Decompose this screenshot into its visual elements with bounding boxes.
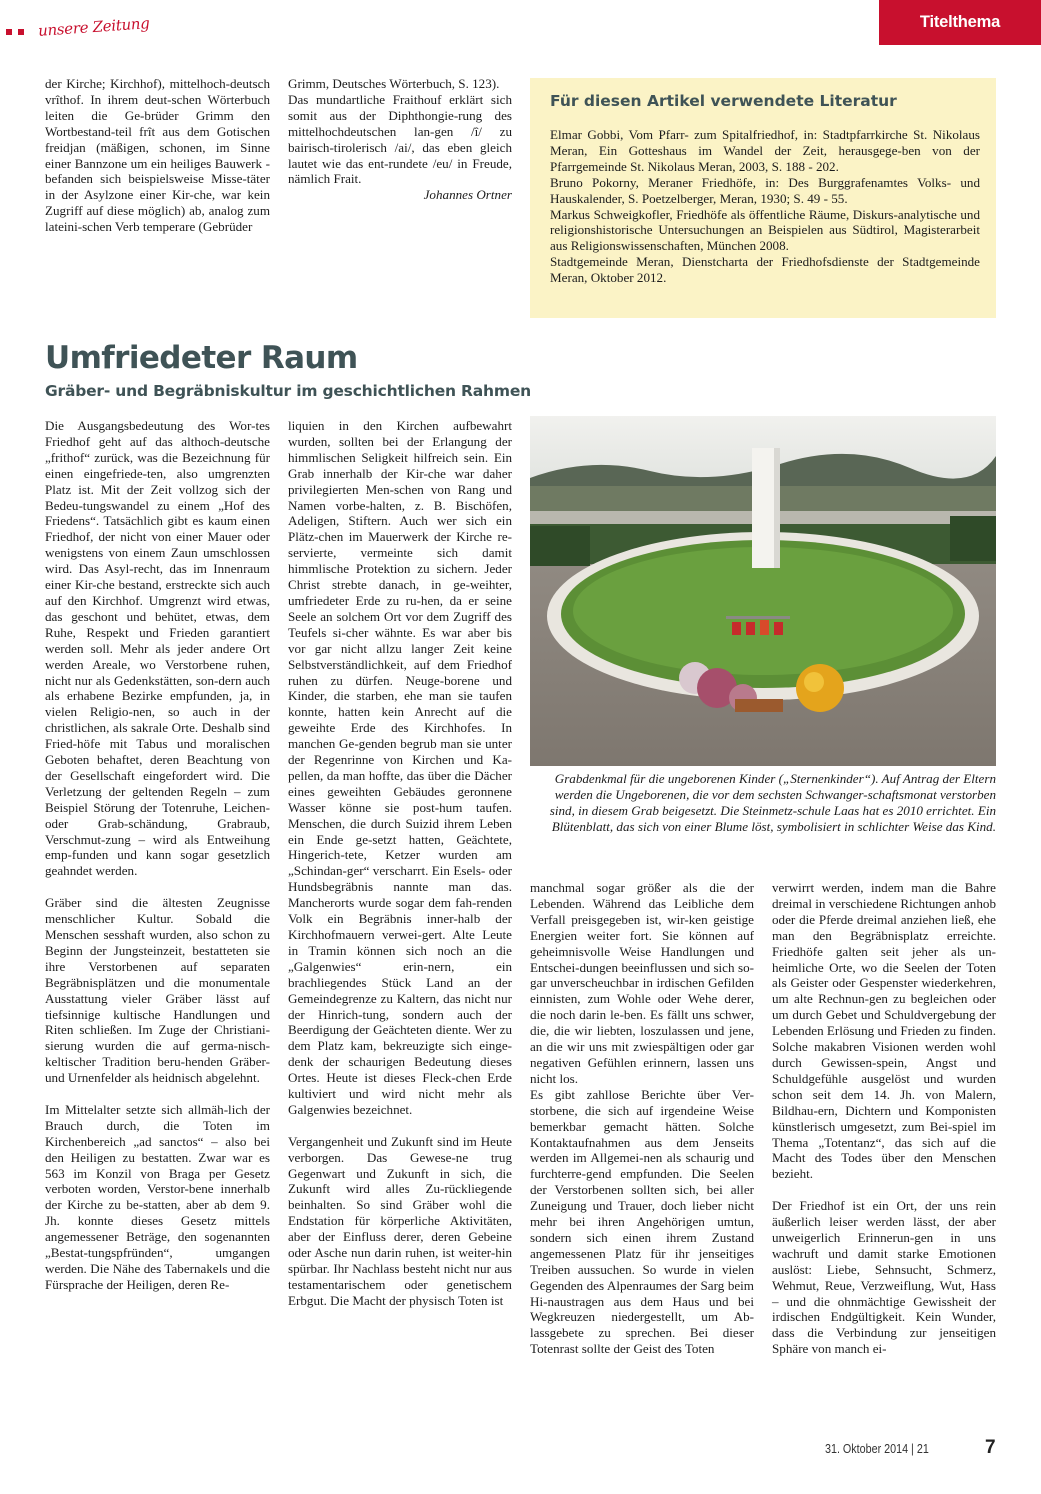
paragraph: Die Ausgangsbedeutung des Wor-tes Friedhof geht auf das althoch-deutsche „frithof“ zurück, was die Bezeichnung für einen eingefriede-ten, also umgrenzten Platz ist. Mit der Zeit vollzog sich der Bedeu-tungswandel zu einem „Hof des Friedens“. Tatsächlich gibt es kaum einen Friedhof, der nicht von einer Mauer oder wenigstens von einem Zaun umschlossen wird. Das Asyl-recht, das im Innenraum einer Kir-che bestand, erstreckte sich auch auf den Kirchhof. Umgrenzt wird etwas, das geschont und behütet, etwas, dem Ruhe, Respekt und Frieden garantiert werden soll. Mehr als jeder andere Ort werden Areale, wo Verstorbene ruhen, nicht nur als Gedenkstätten, son-dern auch als erhabene Bezirke empfunden, ja, in vielen Religio-nen, so auch in der christlichen, als sakrale Orte. Deshalb sind Fried-höfe mit Tabus und moralischen Geboten behaftet, deren Beachtung von der Gesellschaft eingefordert wird. Die Verletzung der geltenden Regeln – zum Beispiel Störung der Totenruhe, Leichen- oder Grab-schändung, Grabraub, Verschmut-zung – wird als Entweihung emp-funden und kann sogar gesetzlich geahndet werden. [45, 418, 270, 879]
paragraph: der Kirche; Kirchhof), mittelhoch-deutsch vrîthof. In ihrem deut-schen Wörterbuch leiten die Ge-brüder Grimm den Wortbestand-teil frît aus dem Gotischen freidjan (mäßigen, schonen, im Sinne einer Bannzone um ein heiliges Bauwerk - befanden sich beispielsweise Misse-täter in der Asylzone einer Kir-che, war kein Zugriff auf diese möglich) ab, analog zum lateini-schen Verb temperare (Gebrüder [45, 76, 270, 235]
literature-entry: Bruno Pokorny, Meraner Friedhöfe, in: Des Burggrafenamtes Volks- und Hauskalender, S. Poetzelberger, Meran, 1930; S. 49 - 55. [550, 174, 980, 206]
photo-caption: Grabdenkmal für die ungeborenen Kinder („Sternenkinder“). Auf Antrag der Eltern werden die Ungeborenen, die vor dem sechsten Schwanger-schaftsmonat verstorben sind, in diesem Grab beigesetzt. Die Steinmetz-schule Laas hat es 2010 errichtet. Ein Blütenblatt, das sich von einer Blume löst, symbolisiert in schlichter Weise das Kind. [549, 771, 996, 834]
issue-date: 31. Oktober 2014 | 21 [825, 1442, 929, 1456]
paragraph: Im Mittelalter setzte sich allmäh-lich der Brauch durch, die Toten im Kirchenbereich „ad sanctos“ – also bei den Heiligen zu bestatten. Zwar war es 563 im Konzil von Braga per Gesetz verboten worden, Verstor-bene innerhalb der Kirche zu be-statten, aber ab dem 9. Jh. konnte dieses Gesetz mittels angemessener Beträge, den sogenannten „Bestat-tungspfründen“, umgangen werden. Die Nähe des Tabernakels und die Fürsprache der Heiligen, deren Re- [45, 1101, 270, 1292]
paragraph: manchmal sogar größer als die der Lebenden. Während das Leibliche dem Verfall preisgegeben ist, wir-ken geistige Energien weiter fort. Sie können auf geheimnisvolle Weise Handlungen und Entschei-dungen beeinflussen und sich so-gar unverscheuchbar in irdischen Gefilden einnisten, zum Wohle oder Wehe derer, die noch darin le-ben. Es fällt uns schwer, die, die wir liebten, loszulassen und jene, an die wir uns mit zwiespältigen oder gar negativen Gefühlen erinnern, lassen uns nicht los. [530, 880, 754, 1086]
section-tab: Titelthema [879, 0, 1041, 45]
paragraph: Vergangenheit und Zukunft sind im Heute verborgen. Das Gewese-ne trug Gegenwart und Zukunft in sich, die Zukunft wird alles Zu-rückliegende beinhalten. So sind Gräber wohl die Endstation für körperliche Aktivitäten, aber der Einfluss derer, deren Gebeine oder Asche nun darin ruhen, ist weiter-hin spürbar. Ihr Nachlass besteht nicht nur aus testamentarischem oder genetischem Erbgut. Die Macht der physisch Toten ist [288, 1133, 512, 1308]
article-column-1 [45, 418, 270, 1293]
author-signature: Johannes Ortner [423, 187, 512, 203]
paragraph: liquien in den Kirchen aufbewahrt wurden, sollten bei der Erlangung der himmlischen Seligkeit hilfreich sein. Ein Grab innerhalb der Kir-che war daher privilegierten Men-schen von Rang und Namen vorbe-halten, z. B. Bischöfen, Adeligen, Stiftern. Auch wer sich ein Plätz-chen im Mauerwerk der Kirche re-servierte, vermeinte sich damit himmlische Protektion zu sichern. Jeder Christ strebte danach, in ge-weihter, umfriedeter Erde zu ru-hen, da er seine Seele an solchem Ort vor dem Zugriff des Teufels si-cher wähnte. Es war aber bis vor gar nicht allzu langer Zeit keine Selbstverständlichkeit, auf dem Friedhof ruhen zu dürfen. Neuge-borene und Kinder, die starben, ehe man sie taufen konnte, hatten kein Anrecht auf die geweihte Erde des Kirchhofes. In manchen Ge-genden begrub man sie unter der Regenrinne von Kirchen und Ka-pellen, da man hoffte, das über die Dächer eines geweihten Gebäudes geronnene Wasser könne sie post-hum taufen. Menschen, die durch Suizid ihrem Leben ein Ende ge-setzt hatten, Geächtete, Hingerich-tete, Ketzer wurden am „Schindan-ger“ verscharrt. Ein Esels- oder Hundsbegräbnis nannte man das. Mancherorts wurde sogar dem fah-renden Volk ein Begräbnis inner-halb der Kirchhofmauern verwei-gert. Alte Leute in Tramin können sich noch an die „Galgenwies“ erin-nern, ein brachliegendes Stück Land an der Gemeindegrenze zu Kaltern, das nicht nur der Hinrich-tung, sondern auch der Beerdigung der Geächteten diente. Wer zu dem Platz kam, bekreuzigte sich einge-denk der schaurigen Bedeutung dieses Ortes. Heute ist dieses Fleck-chen Erde kultiviert und wird nicht mehr als Galgenwies bezeichnet. [288, 418, 512, 1117]
article-column-2 [288, 418, 512, 1309]
paragraph: verwirrt werden, indem man die Bahre dreimal in verschiedene Richtungen anhob oder die Pferde dreimal anziehen ließ, ehe man den Begräbnisplatz erreichte. Friedhöfe galten seit jeher als un-heimliche Orte, wo die Seelen der Toten als Geister oder Gespenster wiederkehren, um alte Rechnun-gen zu begleichen oder um durch Gebet und Schuldvergebung der Lebenden Erlösung und Frieden zu finden. Solche makabren Visionen werden wohl durch Gewissen-spein, Angst und Schuldgefühle ausgelöst und wurden schon seit dem 14. Jh. von Malern, Bildhau-ern, Dichtern und Komponisten künstlerisch umgesetzt, zum Bei-spiel im Thema „Totentanz“, das sich auf die Macht des Todes über den Menschen bezieht. [772, 880, 996, 1182]
literature-entry: Elmar Gobbi, Vom Pfarr- zum Spitalfriedhof, in: Stadtpfarrkirche St. Nikolaus Meran, Ein Gotteshaus im Wandel der Zeit, herausgege-ben von der Pfarrgemeinde St. Nikolaus Meran, 2003, S. 188 - 202. [550, 127, 980, 174]
continued-column-1 [45, 76, 270, 235]
article-title: Umfriedeter Raum [45, 340, 358, 376]
literature-list [550, 127, 980, 286]
continued-column-2 [288, 76, 512, 203]
article-column-3 [530, 880, 754, 1357]
logo-squares [6, 29, 30, 37]
literature-entry: Stadtgemeinde Meran, Dienstcharta der Friedhofsdienste der Stadtgemeinde Meran, Oktober 2012. [550, 254, 980, 286]
memorial-photo [530, 416, 996, 766]
article-subtitle: Gräber- und Begräbniskultur im geschichtlichen Rahmen [45, 382, 531, 400]
paragraph: Grimm, Deutsches Wörterbuch, S. 123). [288, 76, 500, 91]
literature-entry: Markus Schweigkofler, Friedhöfe als öffentliche Räume, Diskurs-analytische und religionshistorische Untersuchungen an Beispielen aus Südtirol, Magisterarbeit aus Religionswissenschaften, München 2008. [550, 206, 980, 254]
article-column-4 [772, 880, 996, 1357]
literature-box [530, 78, 996, 318]
paragraph: Das mundartliche Fraithouf erklärt sich somit aus der Diphthongie-rung des mittelhochdeutschen lan-gen /î/ zu bairisch-tirolerisch /ai/, das eben gleich lautet wie das ent-rundete /eu/ in Freude, nämlich Frait. [288, 91, 512, 187]
paragraph: Es gibt zahllose Berichte über Ver-storbene, die sich auf irgendeine Weise bemerkbar gemacht hätten. Solche Kontaktaufnahmen aus dem Jenseits werden im Allgemei-nen als schaurig und furchterre-gend empfunden. Die Seelen der Verstorbenen sollten sich, bei aller Zuneigung und Trauer, doch lieber nicht mehr bei ihren Angehörigen umtun, sondern sich einen ihrem Zustand angemessenen Platz für ihr jenseitiges Treiben aussuchen. So wurde in vielen Gegenden des Alpenraumes der Sarg beim Hi-naustragen aus dem Haus und bei Wegkreuzen niedergestellt, um Ab-lassgebete zu sprechen. Bei dieser Totenrast sollte der Geist des Toten [530, 1086, 754, 1357]
page-number: 7 [985, 1437, 996, 1458]
paragraph: Der Friedhof ist ein Ort, der uns rein äußerlich leiser werden lässt, der aber unweigerlich Erinnerun-gen in uns wachruft und damit starke Emotionen auslöst: Liebe, Sehnsucht, Schmerz, Wehmut, Reue, Verzweiflung, Wut, Hass – und die ohnmächtige Gewissheit der irdischen Endgültigkeit. Kein Wunder, dass die Verbindung zur jenseitigen Sphäre von manch ei- [772, 1198, 996, 1357]
literature-heading: Für diesen Artikel verwendete Literatur [550, 92, 897, 110]
magazine-logo: unsere Zeitung [37, 14, 151, 40]
paragraph: Gräber sind die ältesten Zeugnisse menschlicher Kultur. Sobald die Menschen sesshaft wurden, also schon zu Beginn der Jungsteinzeit, bestatteten sie ihre Verstorbenen auf separaten Begräbnisplätzen und die monumentale Ausstattung vieler Gräber lässt auf tiefsinnige kultische Handlungen und Riten schließen. Im Zuge der Christiani-sierung wurden die auf germa-nisch-keltischer Tradition beru-henden Gräber-und Urnenfelder als heidnisch abgelehnt. [45, 895, 270, 1086]
